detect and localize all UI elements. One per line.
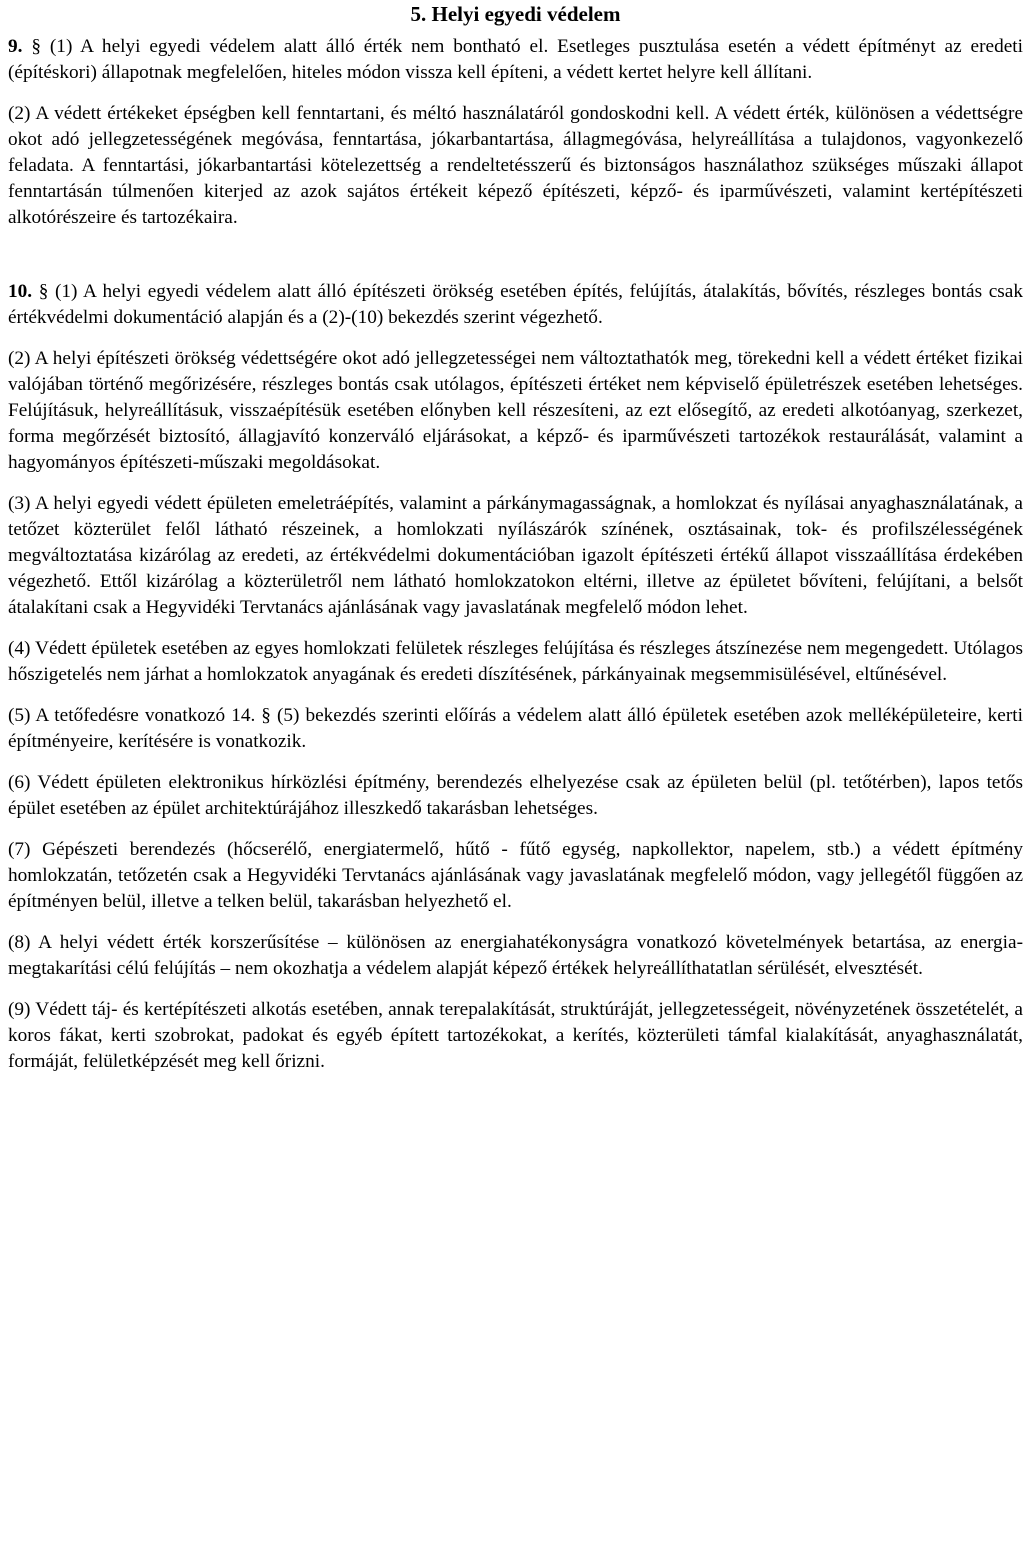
paragraph-10-7: (7) Gépészeti berendezés (hőcserélő, energiatermelő, hűtő - fűtő egység, napkollektor, napelem, stb.) a védett építmény homlokzatán, tetőzetén csak a Hegyvidéki Tervtanács ajánlásának vagy javaslatának megfelelő módon, vagy jellegétől függően az építményen belül, illetve a telken belül, takarásban helyezhető el.: [8, 839, 1023, 912]
section-heading: 5. Helyi egyedi védelem: [410, 2, 621, 26]
paragraph-9-1-text: § (1) A helyi egyedi védelem alatt álló érték nem bontható el. Esetleges pusztulása esetén a védett építményt az eredeti (építéskori) állapotnak megfelelően, hiteles módon vissza kell építeni, a védett kertet helyre kell állítani.: [8, 36, 1023, 83]
section-number-9: 9.: [8, 36, 23, 57]
paragraph-10-4: (4) Védett épületek esetében az egyes homlokzati felületek részleges felújítása és részleges átszínezése nem megengedett. Utólagos hőszigetelés nem járhat a homlokzatok anyagának és eredeti díszítésének, párkányainak megsemmisülésével, eltűnésével.: [8, 638, 1023, 685]
section-divider: [8, 246, 1023, 279]
document-page: [8, 0, 1023, 1090]
paragraph-9-1: [8, 34, 1023, 86]
paragraph-10-8: (8) A helyi védett érték korszerűsítése – különösen az energiahatékonyságra vonatkozó követelmények betartása, az energia-megtakarítási célú felújítás – nem okozhatja a védelem alapját képező értékek helyreállíthatatlan sérülését, elvesztését.: [8, 932, 1023, 979]
paragraph-10-9: (9) Védett táj- és kertépítészeti alkotás esetében, annak terepalakítását, struktúráját, jellegzetességeit, növényzetének összetételét, a koros fákat, kerti szobrokat, padokat és egyéb épített tartozékokat, a kerítés, közterületi támfal kialakítását, anyaghasználatát, formáját, felületképzését meg kell őrizni.: [8, 999, 1023, 1072]
paragraph-10-5: (5) A tetőfedésre vonatkozó 14. § (5) bekezdés szerinti előírás a védelem alatt álló épületek esetében azok melléképületeire, kerti építményeire, kerítésére is vonatkozik.: [8, 705, 1023, 752]
paragraph-10-1-text: § (1) A helyi egyedi védelem alatt álló építészeti örökség esetében építés, felújítás, átalakítás, bővítés, részleges bontás csak értékvédelmi dokumentáció alapján és a (2)-(10) bekezdés szerint végezhető.: [8, 281, 1023, 328]
paragraph-10-1: [8, 279, 1023, 331]
paragraph-10-2: (2) A helyi építészeti örökség védettségére okot adó jellegzetességei nem változtathatók meg, törekedni kell a védett értéket fizikai valójában történő megőrizésére, részleges bontás csak utólagos, építészeti értéket nem képviselő épületrészek esetében lehetséges. Felújításuk, helyreállításuk, visszaépítésük esetében előnyben kell részesíteni, az ezt elősegítő, az eredeti alkotóanyag, szerkezet, forma megőrzését biztosító, állagjavító konzerváló eljárásokat, a képző- és iparművészeti tartozékok restaurálását, valamint a hagyományos építészeti-műszaki megoldásokat.: [8, 348, 1023, 473]
paragraph-10-3: (3) A helyi egyedi védett épületen emeletráépítés, valamint a párkánymagasságnak, a homlokzat és nyílásai anyaghasználatának, a tetőzet közterület felől látható részeinek, a homlokzati nyílászárók színének, osztásainak, tok- és profilszélességének megváltoztatása kizárólag az eredeti, az értékvédelmi dokumentációban igazolt építészeti értékű állapot visszaállítása érdekében végezhető. Ettől kizárólag a közterületről nem látható homlokzatokon eltérni, illetve az épületet bővíteni, felújítani, a belsőt átalakítani csak a Hegyvidéki Tervtanács ajánlásának vagy javaslatának megfelelő módon lehet.: [8, 493, 1023, 618]
paragraph-10-6: (6) Védett épületen elektronikus hírközlési építmény, berendezés elhelyezése csak az épületen belül (pl. tetőtérben), lapos tetős épület esetében az épület architektúrájához illeszkedő takarásban lehetséges.: [8, 772, 1023, 819]
section-number-10: 10.: [8, 281, 33, 302]
paragraph-9-2: (2) A védett értékeket épségben kell fenntartani, és méltó használatáról gondoskodni kell. A védett érték, különösen a védettségre okot adó jellegzetességének megóvása, fenntartása, jókarbantartása, állagmegóvása, helyreállítása a tulajdonos, vagyonkezelő feladata. A fenntartási, jókarbantartási kötelezettség a rendeltetésszerű és biztonságos használathoz szükséges műszaki állapot fenntartásán túlmenően kiterjed az azok sajátos értékeit képező építészeti, képző- és iparművészeti, valamint kertépítészeti alkotórészeire és tartozékaira.: [8, 103, 1023, 228]
